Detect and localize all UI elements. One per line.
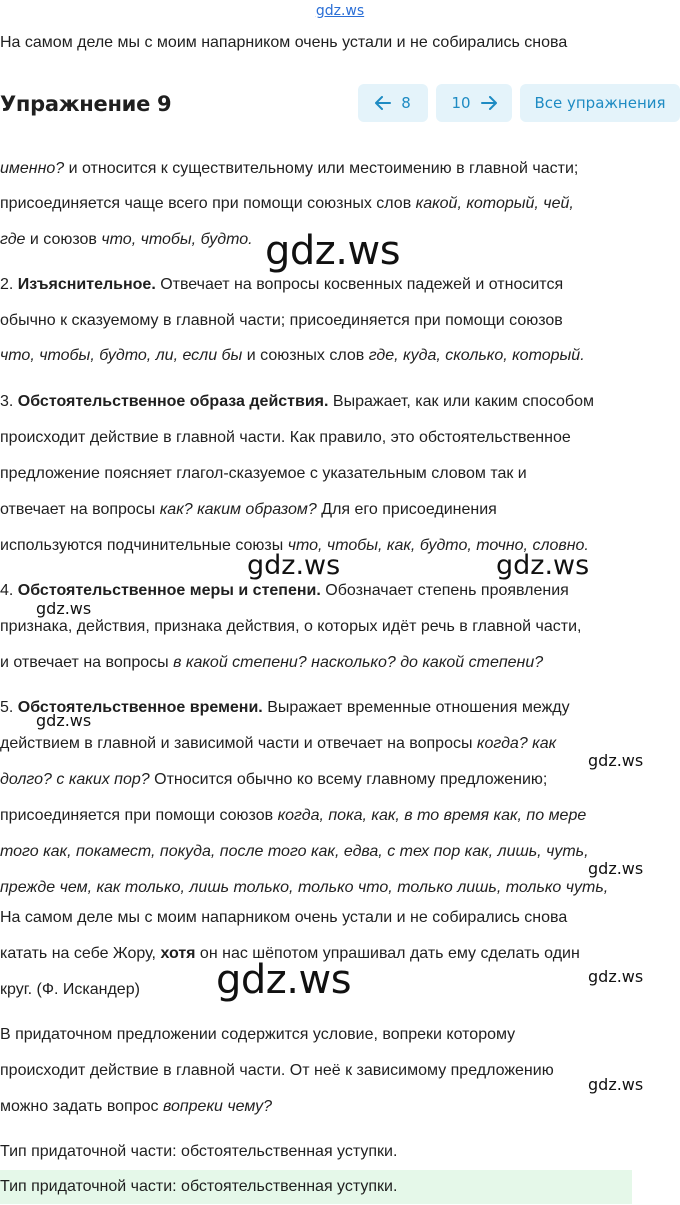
text-line: действием в главной и зависимой части и отвечает на вопросы когда? как: [0, 735, 557, 752]
watermark: gdz.ws: [496, 550, 590, 581]
answer-highlight: [0, 1170, 632, 1204]
text-line: именно? и относится к существительному или местоимению в главной части;: [0, 160, 579, 177]
top-watermark-link[interactable]: gdz.ws: [315, 3, 365, 19]
text-line: круг. (Ф. Искандер): [0, 981, 140, 998]
text-line: 5. Обстоятельственное времени. Выражает временные отношения между: [0, 699, 570, 716]
text-line: 4. Обстоятельственное меры и степени. Обозначает степень проявления: [0, 582, 569, 599]
text-line: отвечает на вопросы как? каким образом? Для его присоединения: [0, 501, 497, 518]
watermark: gdz.ws: [216, 957, 352, 1003]
watermark: gdz.ws: [265, 228, 401, 274]
watermark: gdz.ws: [36, 711, 92, 730]
watermark: gdz.ws: [588, 1075, 644, 1094]
next-exercise-number: 10: [451, 94, 471, 112]
text-line: присоединяется чаще всего при помощи союзных слов какой, который, чей,: [0, 195, 574, 212]
text-line: предложение поясняет глагол-сказуемое с указательным словом так и: [0, 465, 527, 482]
text-line: Тип придаточной части: обстоятельственная уступки.: [0, 1143, 398, 1160]
previous-exercise-number: 8: [401, 94, 411, 112]
text-line: и отвечает на вопросы в какой степени? насколько? до какой степени?: [0, 654, 544, 671]
text-line: можно задать вопрос вопреки чему?: [0, 1098, 273, 1115]
answer-text: Тип придаточной части: обстоятельственная уступки.: [0, 1178, 398, 1195]
text-line: долго? с каких пор? Относится обычно ко всему главному предложению;: [0, 771, 548, 788]
text-line: присоединяется при помощи союзов когда, пока, как, в то время как, по мере: [0, 807, 587, 824]
text-line: происходит действие в главной части. От неё к зависимому предложению: [0, 1062, 554, 1079]
all-exercises-label: Все упражнения: [534, 94, 666, 112]
watermark: gdz.ws: [588, 751, 644, 770]
text-line: где и союзов что, чтобы, будто.: [0, 231, 253, 248]
previous-exercise-button[interactable]: [358, 84, 428, 122]
text-line: прежде чем, как только, лишь только, только что, только лишь, только чуть,: [0, 879, 609, 896]
watermark: gdz.ws: [588, 967, 644, 986]
text-line: На самом деле мы с моим напарником очень устали и не собирались снова: [0, 909, 568, 926]
watermark: gdz.ws: [588, 859, 644, 878]
text-line: 2. Изъяснительное. Отвечает на вопросы косвенных падежей и относится: [0, 276, 564, 293]
text-line: 3. Обстоятельственное образа действия. Выражает, как или каким способом: [0, 393, 594, 410]
next-exercise-button[interactable]: [436, 84, 512, 122]
text-line: В придаточном предложении содержится условие, вопреки которому: [0, 1026, 516, 1043]
text-line: что, чтобы, будто, ли, если бы и союзных слов где, куда, сколько, который.: [0, 347, 585, 364]
text-line: происходит действие в главной части. Как правило, это обстоятельственное: [0, 429, 571, 446]
watermark: gdz.ws: [247, 550, 341, 581]
text-line: используются подчинительные союзы что, чтобы, как, будто, точно, словно.: [0, 537, 589, 554]
watermark: gdz.ws: [36, 599, 92, 618]
text-line: катать на себе Жору, хотя он нас шёпотом упрашивал дать ему сделать один: [0, 945, 580, 962]
text-line: того как, покамест, покуда, после того как, едва, с тех пор как, лишь, чуть,: [0, 843, 589, 860]
arrow-left-icon: [375, 96, 391, 110]
exercise-title: Упражнение 9: [0, 92, 172, 116]
intro-text: На самом деле мы с моим напарником очень устали и не собирались снова: [0, 34, 568, 51]
all-exercises-button[interactable]: [520, 84, 680, 122]
text-line: обычно к сказуемому в главной части; присоединяется при помощи союзов: [0, 312, 563, 329]
arrow-right-icon: [481, 96, 497, 110]
text-line: признака, действия, признака действия, о которых идёт речь в главной части,: [0, 618, 582, 635]
